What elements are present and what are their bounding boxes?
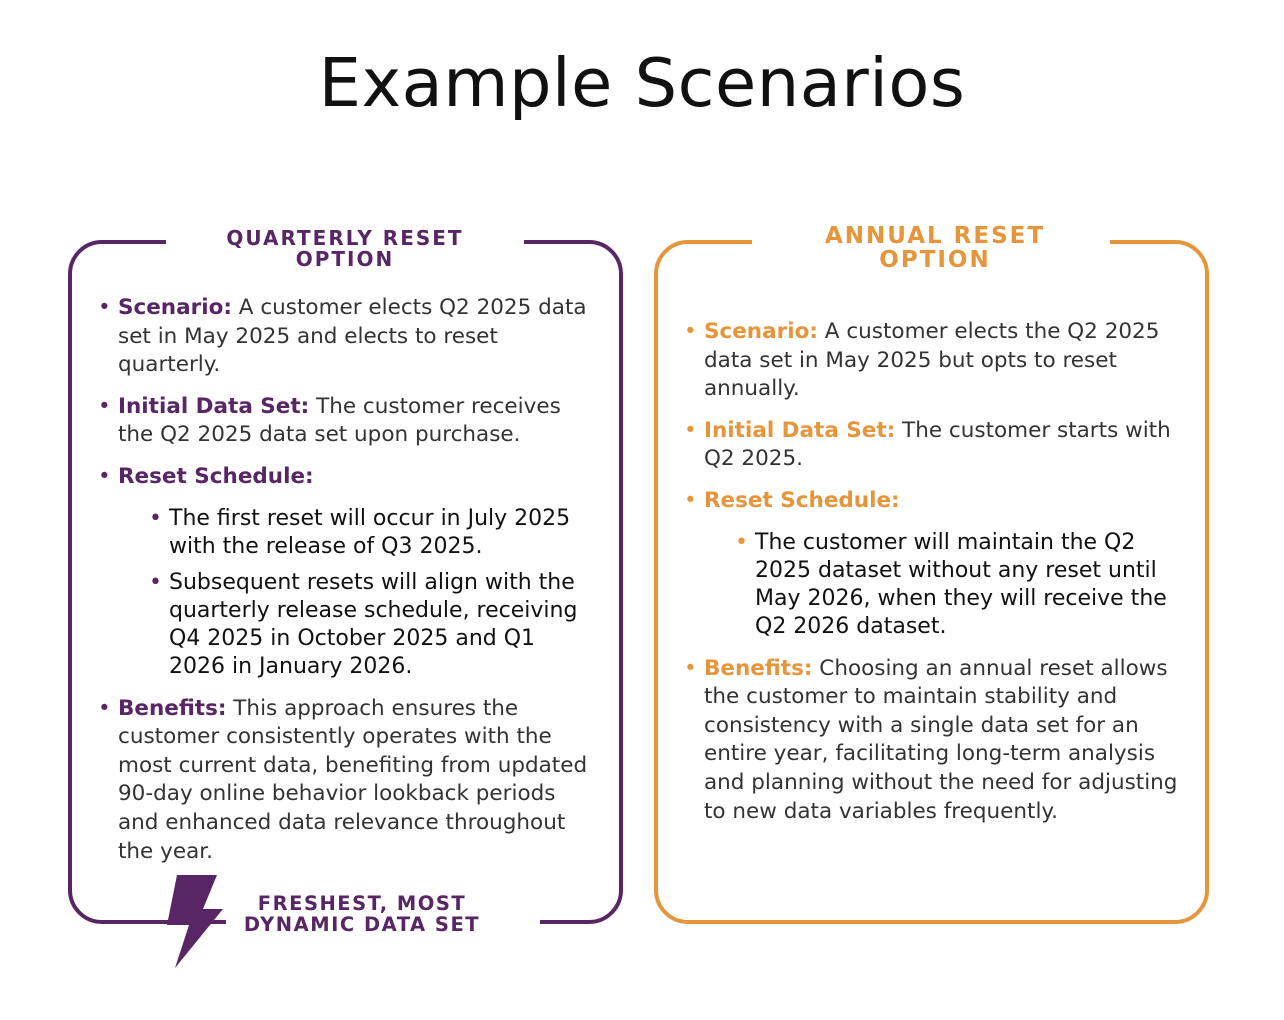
annual-heading-line1: ANNUAL RESET xyxy=(824,223,1046,249)
bullet-icon: • xyxy=(98,695,111,721)
bullet-icon: • xyxy=(149,505,162,531)
annual-scenario-item xyxy=(684,318,1192,404)
scenario-label: Scenario: xyxy=(118,295,232,320)
quarterly-content xyxy=(98,294,598,879)
annual-initial-item xyxy=(684,417,1192,474)
reset-schedule-label: Reset Schedule: xyxy=(118,463,314,489)
quarterly-heading-line1: QUARTERLY RESET xyxy=(226,226,464,250)
annual-heading xyxy=(770,224,1100,272)
footer-line1: FRESHEST, MOST xyxy=(257,892,467,915)
scenario-text: A customer elects the Q2 2025 data set in May 2025 but opts to reset annually. xyxy=(704,319,1160,402)
initial-data-set-text: The customer receives the Q2 2025 data set upon purchase. xyxy=(118,393,561,448)
annual-content xyxy=(684,318,1192,839)
bullet-icon: • xyxy=(684,417,697,443)
annual-reset-item xyxy=(684,487,1192,516)
initial-data-set-label: Initial Data Set: xyxy=(704,417,896,443)
annual-benefits-item xyxy=(684,655,1192,827)
initial-data-set-label: Initial Data Set: xyxy=(118,393,310,419)
benefits-label: Benefits: xyxy=(118,695,227,721)
bullet-icon: • xyxy=(98,295,111,320)
annual-heading-line2: OPTION xyxy=(879,247,991,274)
reset-sub-text: The customer will maintain the Q2 2025 dataset without any reset until May 2026, when they will receive the Q2 2026 dataset. xyxy=(755,529,1167,639)
quarterly-scenario-item xyxy=(98,294,598,380)
benefits-label: Benefits: xyxy=(704,655,813,681)
initial-data-set-text: The customer starts with Q2 2025. xyxy=(704,417,1171,472)
bullet-icon: • xyxy=(149,569,162,595)
quarterly-heading-line2: OPTION xyxy=(295,247,395,271)
bullet-icon: • xyxy=(98,463,111,489)
quarterly-heading xyxy=(180,228,510,270)
reset-sub-text: The first reset will occur in July 2025 with the release of Q3 2025. xyxy=(169,505,571,559)
bullet-icon: • xyxy=(735,529,748,555)
bullet-icon: • xyxy=(98,393,111,419)
quarterly-benefits-item xyxy=(98,695,598,867)
scenario-text: A customer elects Q2 2025 data set in May 2025 and elects to reset quarterly. xyxy=(118,295,587,378)
bullet-icon: • xyxy=(684,655,697,681)
benefits-text: Choosing an annual reset allows the customer to maintain stability and consistency with a single data set for an entire year, facilitating long-term analysis and planning without the need for adjusting to new data variables frequently. xyxy=(704,655,1178,824)
freshest-data-label xyxy=(232,894,492,935)
footer-line2: DYNAMIC DATA SET xyxy=(243,912,481,936)
bullet-icon: • xyxy=(684,487,697,513)
reset-sub-item xyxy=(684,529,1192,641)
reset-schedule-label: Reset Schedule: xyxy=(704,487,900,513)
page-title: Example Scenarios xyxy=(318,44,966,122)
reset-sub-item xyxy=(98,569,598,681)
reset-sub-text: Subsequent resets will align with the quarterly release schedule, receiving Q4 2025 in October 2025 and Q1 2026 in January 2026. xyxy=(169,569,578,679)
annual-reset-sublist xyxy=(684,529,1192,641)
quarterly-initial-item xyxy=(98,393,598,450)
lightning-bolt-icon xyxy=(163,873,225,969)
reset-sub-item xyxy=(98,505,598,561)
quarterly-reset-sublist xyxy=(98,505,598,681)
quarterly-reset-item xyxy=(98,463,598,492)
scenario-label: Scenario: xyxy=(704,319,818,344)
bullet-icon: • xyxy=(684,319,697,344)
benefits-text: This approach ensures the customer consistently operates with the most current data, benefiting from updated 90-day online behavior lookback periods and enhanced data relevance throughout the year. xyxy=(118,695,588,864)
